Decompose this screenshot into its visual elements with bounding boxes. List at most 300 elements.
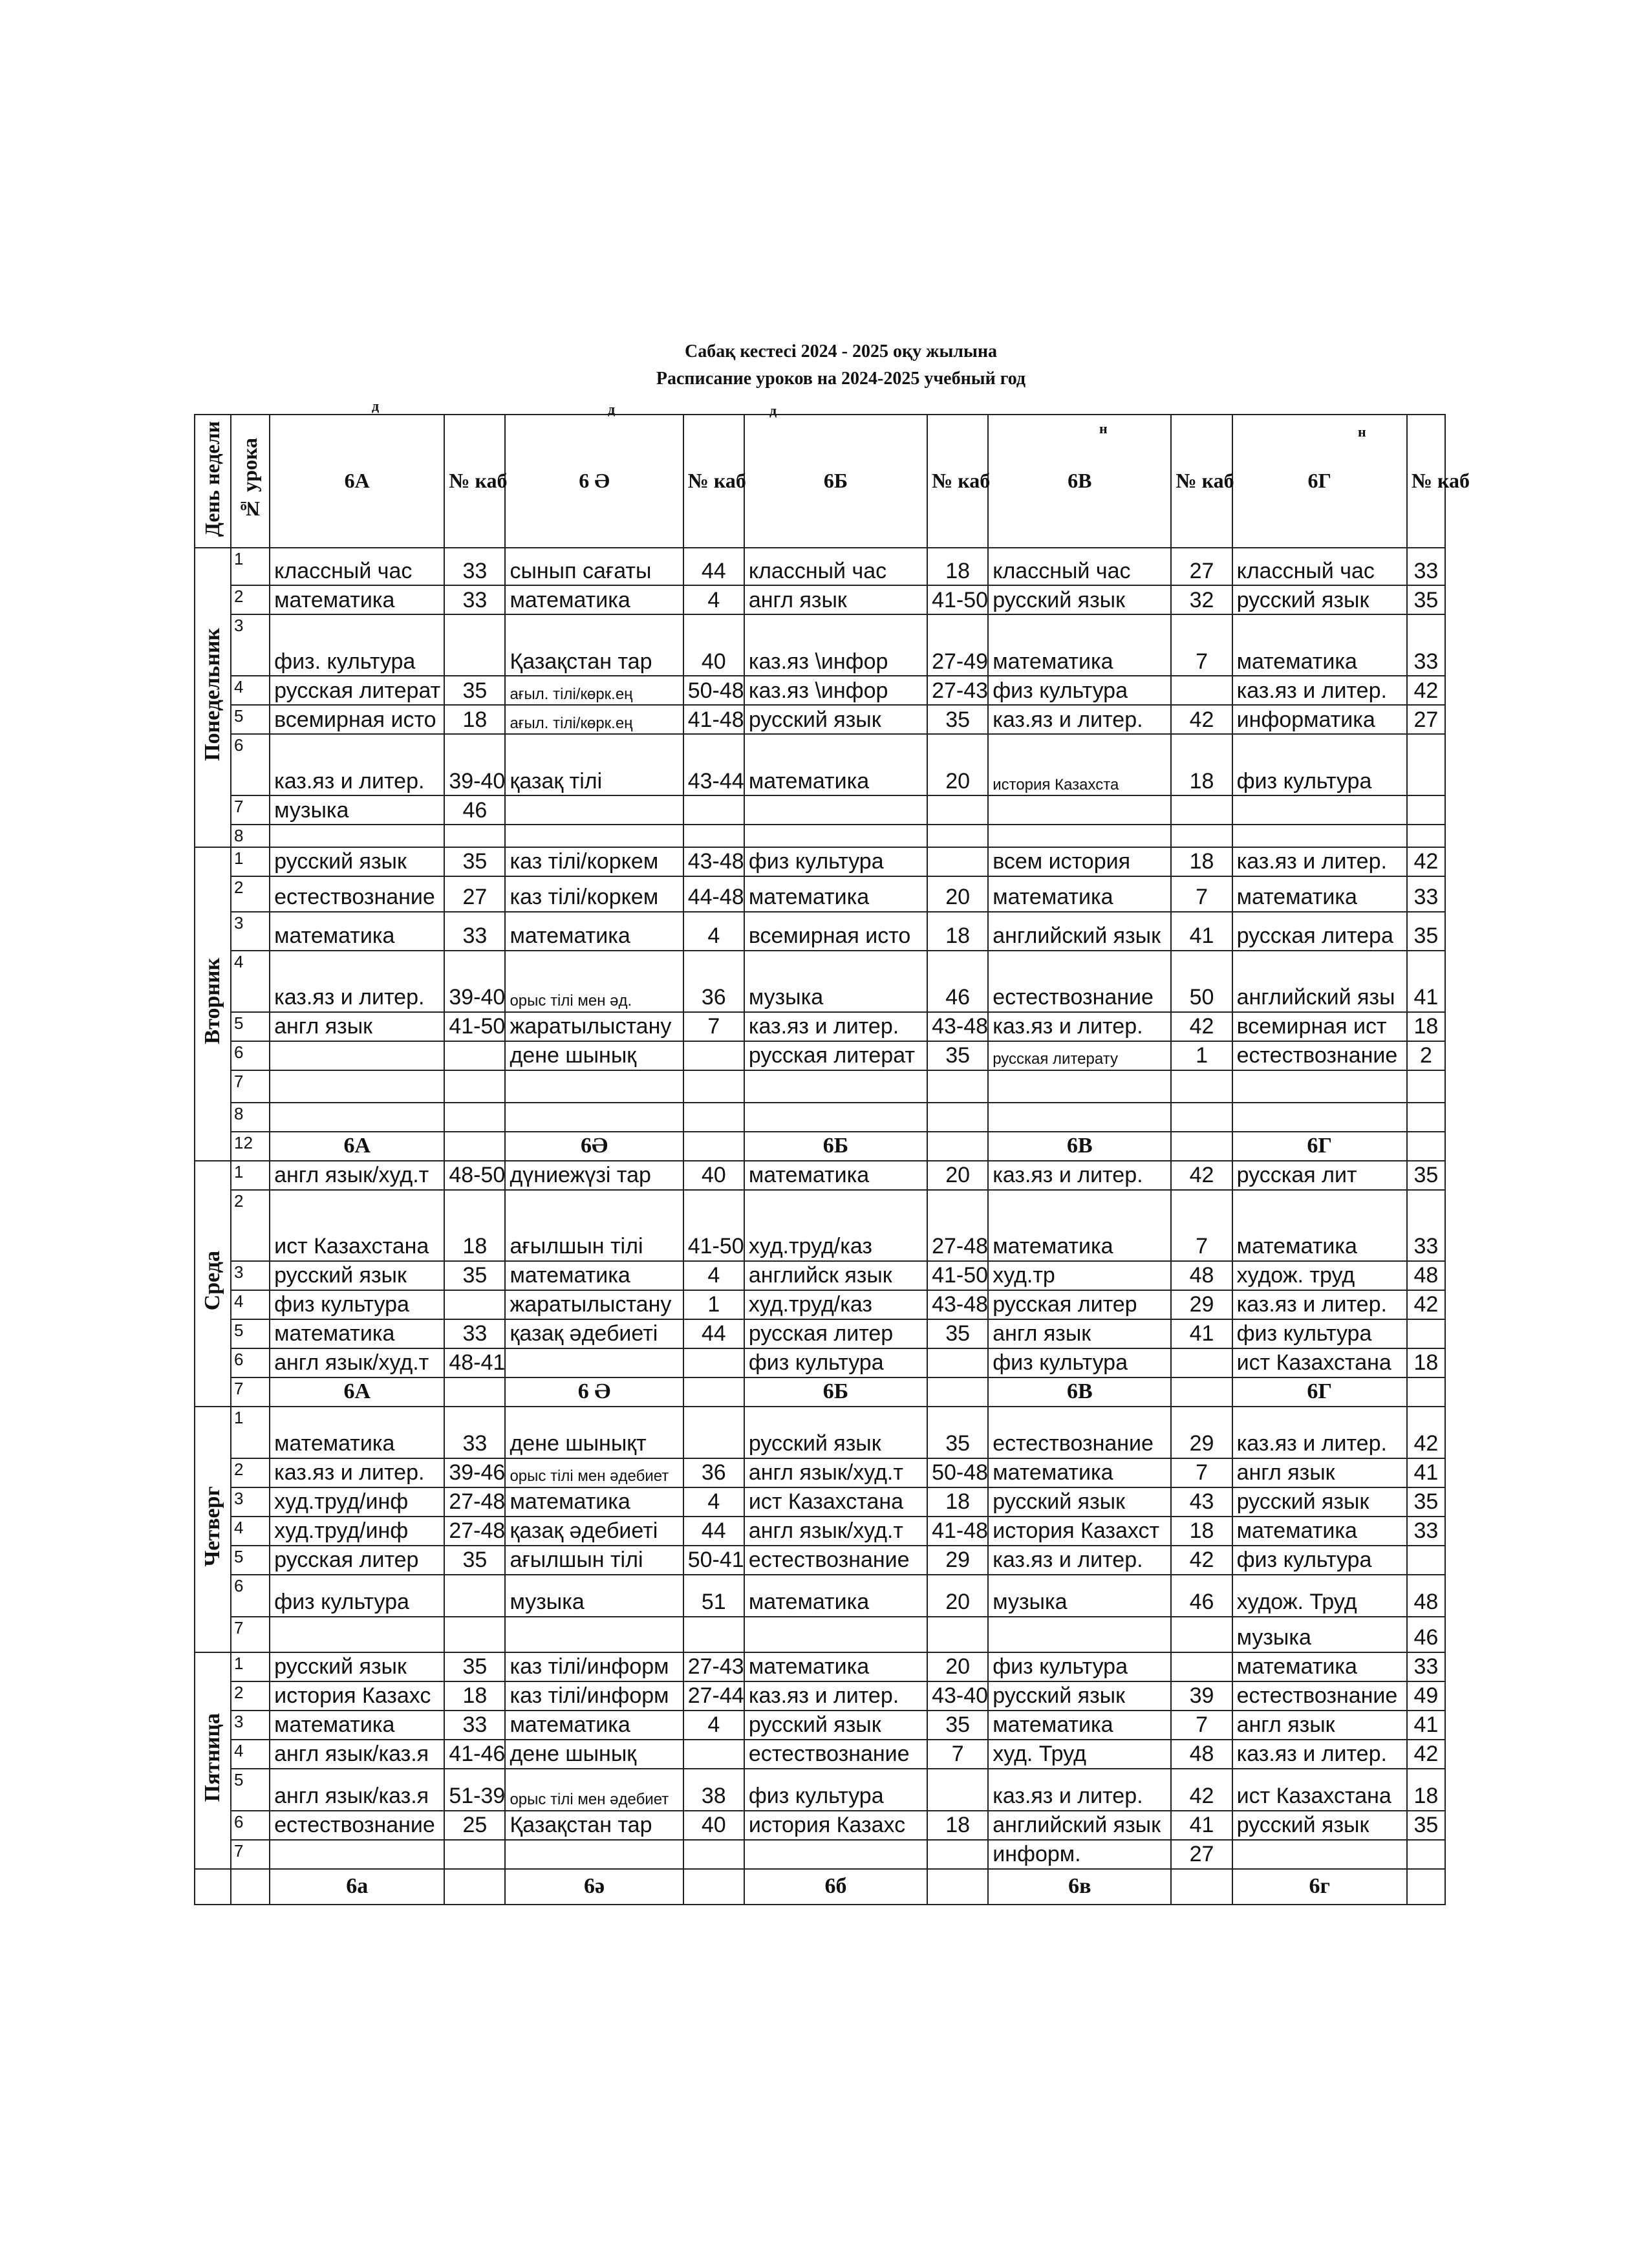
- room-cell: 18: [444, 1190, 505, 1261]
- subject-cell: [1232, 795, 1407, 825]
- subject-cell: [744, 1840, 927, 1869]
- lesson-number: 4: [231, 676, 270, 705]
- room-cell: 43-48: [927, 1290, 988, 1319]
- schedule-row: [195, 1711, 1445, 1740]
- subject-cell: англ язык/худ.т: [744, 1517, 927, 1546]
- day-name: Пятница: [195, 1652, 231, 1869]
- room-cell: 18: [927, 1487, 988, 1517]
- subject-cell: русская литерату: [988, 1041, 1171, 1070]
- subject-cell: ист Казахстана: [744, 1487, 927, 1517]
- header-class: 6Б: [744, 415, 927, 548]
- class-label: 6а: [270, 1869, 444, 1905]
- subject-cell: математика: [1232, 1190, 1407, 1261]
- subject-cell: [505, 1617, 683, 1652]
- subject-cell: физ культура: [270, 1290, 444, 1319]
- subject-cell: история Казахст: [988, 1517, 1171, 1546]
- room-cell: [683, 1348, 744, 1377]
- room-cell: 35: [1407, 1811, 1445, 1840]
- lesson-number: 3: [231, 614, 270, 676]
- room-cell: 27: [444, 876, 505, 912]
- lesson-number: 5: [231, 1319, 270, 1348]
- class-label: 6Ә: [505, 1132, 683, 1161]
- room-cell: 4: [683, 1487, 744, 1517]
- room-cell: 42: [1407, 1407, 1445, 1458]
- room-cell: 41-50: [683, 1190, 744, 1261]
- room-cell: [1407, 734, 1445, 795]
- room-cell: [444, 1070, 505, 1103]
- subject-cell: музыка: [1232, 1617, 1407, 1652]
- subject-cell: [1232, 825, 1407, 847]
- day-name: Вторник: [195, 847, 231, 1161]
- subject-cell: математика: [505, 1261, 683, 1290]
- room-cell: [444, 614, 505, 676]
- schedule-row: [195, 1546, 1445, 1575]
- room-cell: [683, 1070, 744, 1103]
- room-cell: [1407, 1132, 1445, 1161]
- room-cell: 33: [1407, 1190, 1445, 1261]
- room-cell: 44: [683, 1517, 744, 1546]
- room-cell: 46: [444, 795, 505, 825]
- room-cell: [444, 825, 505, 847]
- room-cell: 44-48: [683, 876, 744, 912]
- subject-cell: англ язык: [1232, 1458, 1407, 1487]
- lesson-number: 1: [231, 847, 270, 876]
- subject-cell: математика: [988, 1190, 1171, 1261]
- schedule-row: [195, 1070, 1445, 1103]
- room-cell: 33: [444, 1407, 505, 1458]
- subject-cell: каз.яз и литер.: [744, 1681, 927, 1711]
- lesson-number: 4: [231, 951, 270, 1012]
- room-cell: 18: [444, 705, 505, 734]
- schedule-row: [195, 847, 1445, 876]
- subject-cell: математика: [988, 1711, 1171, 1740]
- room-cell: [444, 1132, 505, 1161]
- day-name: Понедельник: [195, 548, 231, 847]
- subject-cell: [744, 795, 927, 825]
- subject-cell: ағыл. тілі/көрк.ең: [505, 705, 683, 734]
- room-cell: 7: [927, 1740, 988, 1769]
- subject-cell: классный час: [744, 548, 927, 585]
- subject-cell: классный час: [1232, 548, 1407, 585]
- subject-cell: [988, 1617, 1171, 1652]
- subject-cell: русский язык: [744, 1711, 927, 1740]
- subject-cell: каз.яз и литер.: [270, 1458, 444, 1487]
- room-cell: 33: [444, 1711, 505, 1740]
- schedule-row: [195, 1517, 1445, 1546]
- subject-cell: орыс тілі мен әдебиет: [505, 1458, 683, 1487]
- subject-cell: английский язык: [988, 912, 1171, 951]
- lesson-number: 6: [231, 1575, 270, 1617]
- subject-cell: ист Казахстана: [1232, 1348, 1407, 1377]
- subject-cell: каз тілі/коркем: [505, 847, 683, 876]
- room-cell: 42: [1407, 676, 1445, 705]
- schedule-row: [195, 1487, 1445, 1517]
- room-cell: 43: [1171, 1487, 1232, 1517]
- room-cell: 36: [683, 951, 744, 1012]
- subject-cell: русский язык: [1232, 1811, 1407, 1840]
- room-cell: [1407, 1840, 1445, 1869]
- room-cell: 33: [444, 912, 505, 951]
- subject-cell: [744, 825, 927, 847]
- room-cell: 46: [927, 951, 988, 1012]
- lesson-number: 4: [231, 1740, 270, 1769]
- subject-cell: математика: [505, 1487, 683, 1517]
- room-cell: 35: [444, 847, 505, 876]
- room-cell: [683, 825, 744, 847]
- subject-cell: каз.яз и литер.: [270, 951, 444, 1012]
- subject-cell: худ. Труд: [988, 1740, 1171, 1769]
- class-label: 6б: [744, 1869, 927, 1905]
- schedule-row: [195, 1458, 1445, 1487]
- room-cell: 35: [1407, 585, 1445, 614]
- subject-cell: ист Казахстана: [1232, 1769, 1407, 1811]
- header-room: № каб: [683, 415, 744, 548]
- room-cell: 33: [444, 585, 505, 614]
- subject-cell: каз.яз \инфор: [744, 676, 927, 705]
- subject-cell: русский язык: [988, 585, 1171, 614]
- lesson-number: 5: [231, 705, 270, 734]
- room-cell: [1171, 1617, 1232, 1652]
- room-cell: 18: [1171, 847, 1232, 876]
- room-cell: 27: [1171, 1840, 1232, 1869]
- subject-cell: русский язык: [988, 1487, 1171, 1517]
- room-cell: 33: [1407, 876, 1445, 912]
- schedule-row: [195, 1811, 1445, 1840]
- room-cell: 35: [927, 1041, 988, 1070]
- subject-cell: дүниежүзі тар: [505, 1161, 683, 1190]
- subject-cell: история Казахс: [744, 1811, 927, 1840]
- subject-cell: всемирная ист: [1232, 1012, 1407, 1041]
- subject-cell: естествознание: [744, 1546, 927, 1575]
- subject-cell: математика: [744, 1652, 927, 1681]
- subject-cell: каз.яз и литер.: [270, 734, 444, 795]
- subject-cell: худ.тр: [988, 1261, 1171, 1290]
- room-cell: 35: [1407, 912, 1445, 951]
- room-cell: 43-48: [683, 847, 744, 876]
- lesson-number: 3: [231, 1711, 270, 1740]
- room-cell: 40: [683, 1811, 744, 1840]
- header-class: 6А: [270, 415, 444, 548]
- schedule-row: [195, 548, 1445, 585]
- class-label: 6 Ә: [505, 1377, 683, 1407]
- room-cell: 29: [1171, 1290, 1232, 1319]
- room-cell: 27-44: [683, 1681, 744, 1711]
- room-cell: 32: [1171, 585, 1232, 614]
- subject-cell: естествознание: [270, 876, 444, 912]
- subject-cell: информатика: [1232, 705, 1407, 734]
- schedule-row: [195, 1681, 1445, 1711]
- lesson-number: 7: [231, 1840, 270, 1869]
- schedule-row: [195, 951, 1445, 1012]
- room-cell: 35: [444, 1652, 505, 1681]
- room-cell: [683, 1041, 744, 1070]
- room-cell: 20: [927, 1575, 988, 1617]
- subject-cell: каз тілі/информ: [505, 1652, 683, 1681]
- header-class: 6 Ә: [505, 415, 683, 548]
- empty-cell: [195, 1869, 231, 1905]
- room-cell: 29: [927, 1546, 988, 1575]
- room-cell: [1407, 795, 1445, 825]
- subject-cell: естествознание: [1232, 1681, 1407, 1711]
- subject-cell: каз.яз \инфор: [744, 614, 927, 676]
- room-cell: 41: [1407, 1458, 1445, 1487]
- room-cell: [1171, 1103, 1232, 1132]
- subject-cell: математика: [270, 912, 444, 951]
- lesson-number: 2: [231, 1681, 270, 1711]
- subject-cell: физ культура: [988, 1348, 1171, 1377]
- subject-cell: физ культура: [744, 1348, 927, 1377]
- room-cell: [927, 847, 988, 876]
- room-cell: 7: [683, 1012, 744, 1041]
- room-cell: 27-48: [927, 1190, 988, 1261]
- room-cell: 4: [683, 585, 744, 614]
- subject-cell: қазақ әдебиеті: [505, 1517, 683, 1546]
- subject-cell: [505, 1103, 683, 1132]
- room-cell: 41-48: [683, 705, 744, 734]
- room-cell: 38: [683, 1769, 744, 1811]
- room-cell: 2: [1407, 1041, 1445, 1070]
- lesson-number: 3: [231, 912, 270, 951]
- schedule-row: [195, 1769, 1445, 1811]
- subject-cell: ағылшын тілі: [505, 1546, 683, 1575]
- subject-cell: математика: [505, 912, 683, 951]
- subject-cell: физ культура: [988, 1652, 1171, 1681]
- subject-cell: ист Казахстана: [270, 1190, 444, 1261]
- subject-cell: Қазақстан тар: [505, 614, 683, 676]
- title-ru: Расписание уроков на 2024-2025 учебный год: [656, 369, 1026, 389]
- title-kz: Сабақ кестесі 2024 - 2025 оқу жылына: [684, 341, 998, 362]
- class-label: 6Г: [1232, 1132, 1407, 1161]
- lesson-number: 1: [231, 1652, 270, 1681]
- day-name: Четверг: [195, 1407, 231, 1652]
- subject-cell: жаратылыстану: [505, 1290, 683, 1319]
- subject-cell: англ язык: [988, 1319, 1171, 1348]
- subject-cell: [270, 1103, 444, 1132]
- schedule-row: [195, 1261, 1445, 1290]
- header-room: № каб: [444, 415, 505, 548]
- room-cell: 50-48: [927, 1458, 988, 1487]
- lesson-number: 6: [231, 1811, 270, 1840]
- subject-cell: русская литерат: [744, 1041, 927, 1070]
- room-cell: 1: [683, 1290, 744, 1319]
- subject-cell: англ язык: [270, 1012, 444, 1041]
- room-cell: 35: [444, 676, 505, 705]
- class-label: 6Г: [1232, 1377, 1407, 1407]
- subject-cell: английский язы: [1232, 951, 1407, 1012]
- header-room: № каб: [1171, 415, 1232, 548]
- lesson-number: 1: [231, 548, 270, 585]
- lesson-number: 7: [231, 1377, 270, 1407]
- room-cell: 18: [1171, 734, 1232, 795]
- room-cell: 20: [927, 734, 988, 795]
- room-cell: 41-50: [927, 585, 988, 614]
- room-cell: [1407, 1103, 1445, 1132]
- lesson-number: 5: [231, 1546, 270, 1575]
- subject-cell: худ.труд/инф: [270, 1487, 444, 1517]
- room-cell: [1171, 676, 1232, 705]
- room-cell: [1171, 1869, 1232, 1905]
- subject-cell: естествознание: [1232, 1041, 1407, 1070]
- room-cell: 49: [1407, 1681, 1445, 1711]
- schedule-row: [195, 1103, 1445, 1132]
- subject-cell: қазақ тілі: [505, 734, 683, 795]
- room-cell: [927, 1103, 988, 1132]
- room-cell: [444, 1377, 505, 1407]
- schedule-row: [195, 876, 1445, 912]
- subject-cell: англ язык: [744, 585, 927, 614]
- room-cell: 25: [444, 1811, 505, 1840]
- room-cell: 27: [1407, 705, 1445, 734]
- room-cell: 20: [927, 1161, 988, 1190]
- subject-cell: русская литер: [744, 1319, 927, 1348]
- subject-cell: музыка: [988, 1575, 1171, 1617]
- schedule-row: [195, 1290, 1445, 1319]
- subject-cell: история Казахс: [270, 1681, 444, 1711]
- subject-cell: англ язык/каз.я: [270, 1740, 444, 1769]
- subject-cell: математика: [1232, 1517, 1407, 1546]
- subject-cell: каз.яз и литер.: [988, 705, 1171, 734]
- room-cell: 18: [1171, 1517, 1232, 1546]
- subject-cell: естествознание: [988, 951, 1171, 1012]
- room-cell: 36: [683, 1458, 744, 1487]
- room-cell: [927, 795, 988, 825]
- subject-cell: [270, 1041, 444, 1070]
- subject-cell: [1232, 1840, 1407, 1869]
- room-cell: [1171, 1070, 1232, 1103]
- subject-cell: русский язык: [270, 1261, 444, 1290]
- room-cell: [683, 1132, 744, 1161]
- subject-cell: математика: [270, 585, 444, 614]
- room-cell: 18: [1407, 1348, 1445, 1377]
- room-cell: 35: [927, 1319, 988, 1348]
- room-cell: [444, 1617, 505, 1652]
- room-cell: [927, 1348, 988, 1377]
- room-cell: [1407, 825, 1445, 847]
- room-cell: 48: [1171, 1740, 1232, 1769]
- subject-cell: [270, 825, 444, 847]
- subject-cell: [270, 1070, 444, 1103]
- subject-cell: каз.яз и литер.: [1232, 1407, 1407, 1458]
- room-cell: [1171, 1132, 1232, 1161]
- room-cell: 27-43: [683, 1652, 744, 1681]
- subject-cell: худож. труд: [1232, 1261, 1407, 1290]
- subject-cell: худож. Труд: [1232, 1575, 1407, 1617]
- room-cell: 41-50: [444, 1012, 505, 1041]
- room-cell: 39: [1171, 1681, 1232, 1711]
- room-cell: 40: [683, 614, 744, 676]
- room-cell: [1407, 1070, 1445, 1103]
- room-cell: 39-46: [444, 1458, 505, 1487]
- room-cell: 50-48: [683, 676, 744, 705]
- subject-cell: музыка: [505, 1575, 683, 1617]
- subject-cell: каз тілі/коркем: [505, 876, 683, 912]
- lesson-number: 2: [231, 1190, 270, 1261]
- class-label: 6А: [270, 1132, 444, 1161]
- schedule-row: [195, 1407, 1445, 1458]
- schedule-row: [195, 1840, 1445, 1869]
- room-cell: [927, 1617, 988, 1652]
- subject-cell: ағылшын тілі: [505, 1190, 683, 1261]
- subject-cell: орыс тілі мен әдебиет: [505, 1769, 683, 1811]
- schedule-row: [195, 1348, 1445, 1377]
- subject-cell: каз тілі/информ: [505, 1681, 683, 1711]
- subject-cell: математика: [1232, 614, 1407, 676]
- subject-cell: [1232, 1070, 1407, 1103]
- subject-cell: каз.яз и литер.: [1232, 676, 1407, 705]
- subject-cell: физ культура: [744, 1769, 927, 1811]
- room-cell: 46: [1171, 1575, 1232, 1617]
- subject-cell: физ культура: [1232, 1546, 1407, 1575]
- class-label: 6Б: [744, 1377, 927, 1407]
- subject-cell: история Казахста: [988, 734, 1171, 795]
- subject-cell: каз.яз и литер.: [988, 1769, 1171, 1811]
- subject-cell: всемирная исто: [744, 912, 927, 951]
- lesson-number: 5: [231, 1012, 270, 1041]
- header-row: [195, 415, 1445, 548]
- subject-cell: физ культура: [1232, 734, 1407, 795]
- subject-cell: естествознание: [744, 1740, 927, 1769]
- room-cell: 7: [1171, 876, 1232, 912]
- room-cell: 35: [1407, 1161, 1445, 1190]
- lesson-number: 8: [231, 825, 270, 847]
- subject-cell: информ.: [988, 1840, 1171, 1869]
- subject-cell: русская литера: [1232, 912, 1407, 951]
- subject-cell: математика: [988, 1458, 1171, 1487]
- room-cell: [927, 1377, 988, 1407]
- header-class: 6В: [988, 415, 1171, 548]
- subject-cell: английск язык: [744, 1261, 927, 1290]
- room-cell: [444, 1840, 505, 1869]
- lesson-number: 1: [231, 1161, 270, 1190]
- room-cell: 18: [927, 1811, 988, 1840]
- lesson-number: 2: [231, 585, 270, 614]
- schedule-row: [195, 1041, 1445, 1070]
- room-cell: 35: [927, 1711, 988, 1740]
- room-cell: 7: [1171, 1458, 1232, 1487]
- room-cell: 27-48: [444, 1517, 505, 1546]
- room-cell: 18: [927, 912, 988, 951]
- subject-cell: дене шынық: [505, 1740, 683, 1769]
- lesson-number: 4: [231, 1290, 270, 1319]
- subject-cell: математика: [270, 1319, 444, 1348]
- subject-cell: физ культура: [270, 1575, 444, 1617]
- day-name: Среда: [195, 1161, 231, 1407]
- room-cell: 40: [683, 1161, 744, 1190]
- schedule-row: [195, 1319, 1445, 1348]
- subject-cell: худ.труд/инф: [270, 1517, 444, 1546]
- room-cell: 44: [683, 1319, 744, 1348]
- room-cell: 35: [927, 705, 988, 734]
- room-cell: [1171, 795, 1232, 825]
- subject-cell: физ культура: [1232, 1319, 1407, 1348]
- room-cell: 50: [1171, 951, 1232, 1012]
- subject-cell: [988, 795, 1171, 825]
- subject-cell: англ язык/худ.т: [744, 1458, 927, 1487]
- lesson-number: 6: [231, 1348, 270, 1377]
- subject-cell: английский язык: [988, 1811, 1171, 1840]
- room-cell: 50-41: [683, 1546, 744, 1575]
- handwritten-mark: д: [608, 401, 616, 417]
- room-cell: [683, 1740, 744, 1769]
- subject-cell: математика: [505, 1711, 683, 1740]
- room-cell: [444, 1103, 505, 1132]
- room-cell: [444, 1041, 505, 1070]
- room-cell: 48-41: [444, 1348, 505, 1377]
- subject-cell: дене шынықт: [505, 1407, 683, 1458]
- room-cell: 18: [1407, 1012, 1445, 1041]
- schedule-row: [195, 1740, 1445, 1769]
- room-cell: 4: [683, 1711, 744, 1740]
